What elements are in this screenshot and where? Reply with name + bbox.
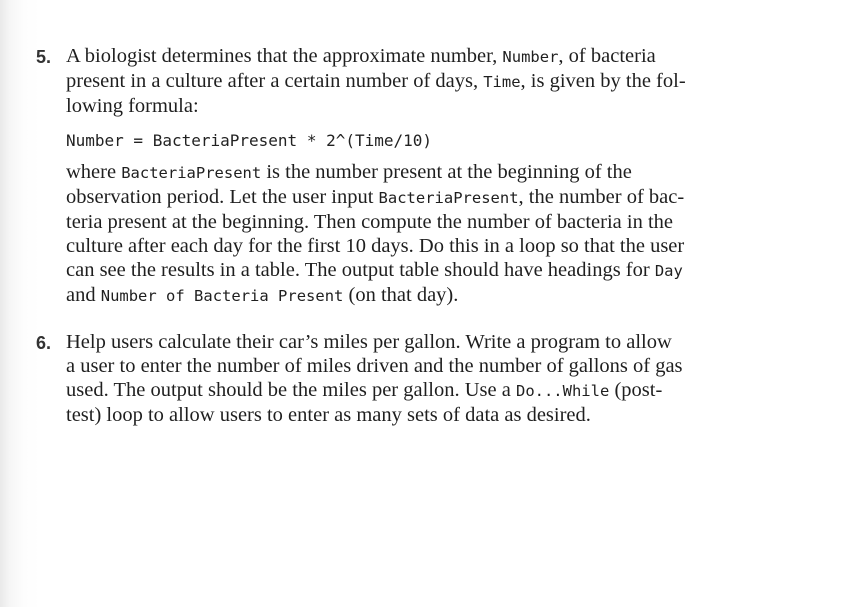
text-segment: and (66, 284, 101, 306)
text-segment: Help users calculate their car’s miles per gallon. Write a program to allow (66, 331, 672, 353)
text-line (36, 330, 776, 354)
problem-5 (36, 44, 776, 308)
text-line (36, 185, 776, 210)
text-segment: is the number present at the beginning of the (261, 161, 632, 183)
text-segment: , the number of bac- (518, 186, 685, 208)
code-term-number: Number (502, 48, 559, 66)
problem-number: 5. (36, 47, 52, 67)
text-line (36, 234, 776, 258)
code-term-bacteria-present: BacteriaPresent (121, 164, 262, 182)
text-line (36, 378, 776, 403)
text-segment: can see the results in a table. The output table should have headings for (66, 259, 655, 281)
text-line (36, 258, 776, 283)
code-term-time: Time (483, 73, 521, 91)
text-segment: used. The output should be the miles per gallon. Use a (66, 379, 516, 401)
text-line (36, 283, 776, 308)
text-segment: (on that day). (343, 284, 459, 306)
text-segment: a user to enter the number of miles driven and the number of gallons of gas (66, 355, 683, 377)
text-line (36, 44, 776, 69)
text-line (36, 403, 776, 427)
problem-number: 6. (36, 333, 52, 353)
text-segment: culture after each day for the first 10 days. Do this in a loop so that the user (66, 235, 685, 257)
text-segment: A biologist determines that the approximate number, (66, 45, 503, 67)
text-segment: lowing formula: (66, 95, 199, 117)
text-segment: test) loop to allow users to enter as many sets of data as desired. (66, 404, 591, 426)
text-segment: , is given by the fol- (520, 70, 686, 92)
code-term-bacteria-present: BacteriaPresent (378, 189, 519, 207)
text-segment: teria present at the beginning. Then compute the number of bacteria in the (66, 211, 674, 233)
text-segment: , of bacteria (558, 45, 656, 67)
text-segment: present in a culture after a certain number of days, (66, 70, 484, 92)
text-line (36, 354, 776, 378)
code-term-do-while: Do...While (515, 382, 610, 400)
text-segment: where (66, 161, 122, 183)
text-segment: (post- (609, 379, 663, 401)
code-term-day: Day (654, 262, 683, 280)
text-line (36, 69, 776, 94)
code-term-number-of-bacteria-present: Number of Bacteria Present (100, 287, 344, 305)
problem-6 (36, 330, 776, 427)
text-segment: observation period. Let the user input (66, 186, 379, 208)
formula: Number = BacteriaPresent * 2^(Time/10) (66, 131, 433, 150)
text-line (36, 160, 776, 185)
text-line (36, 94, 776, 118)
text-line (36, 210, 776, 234)
